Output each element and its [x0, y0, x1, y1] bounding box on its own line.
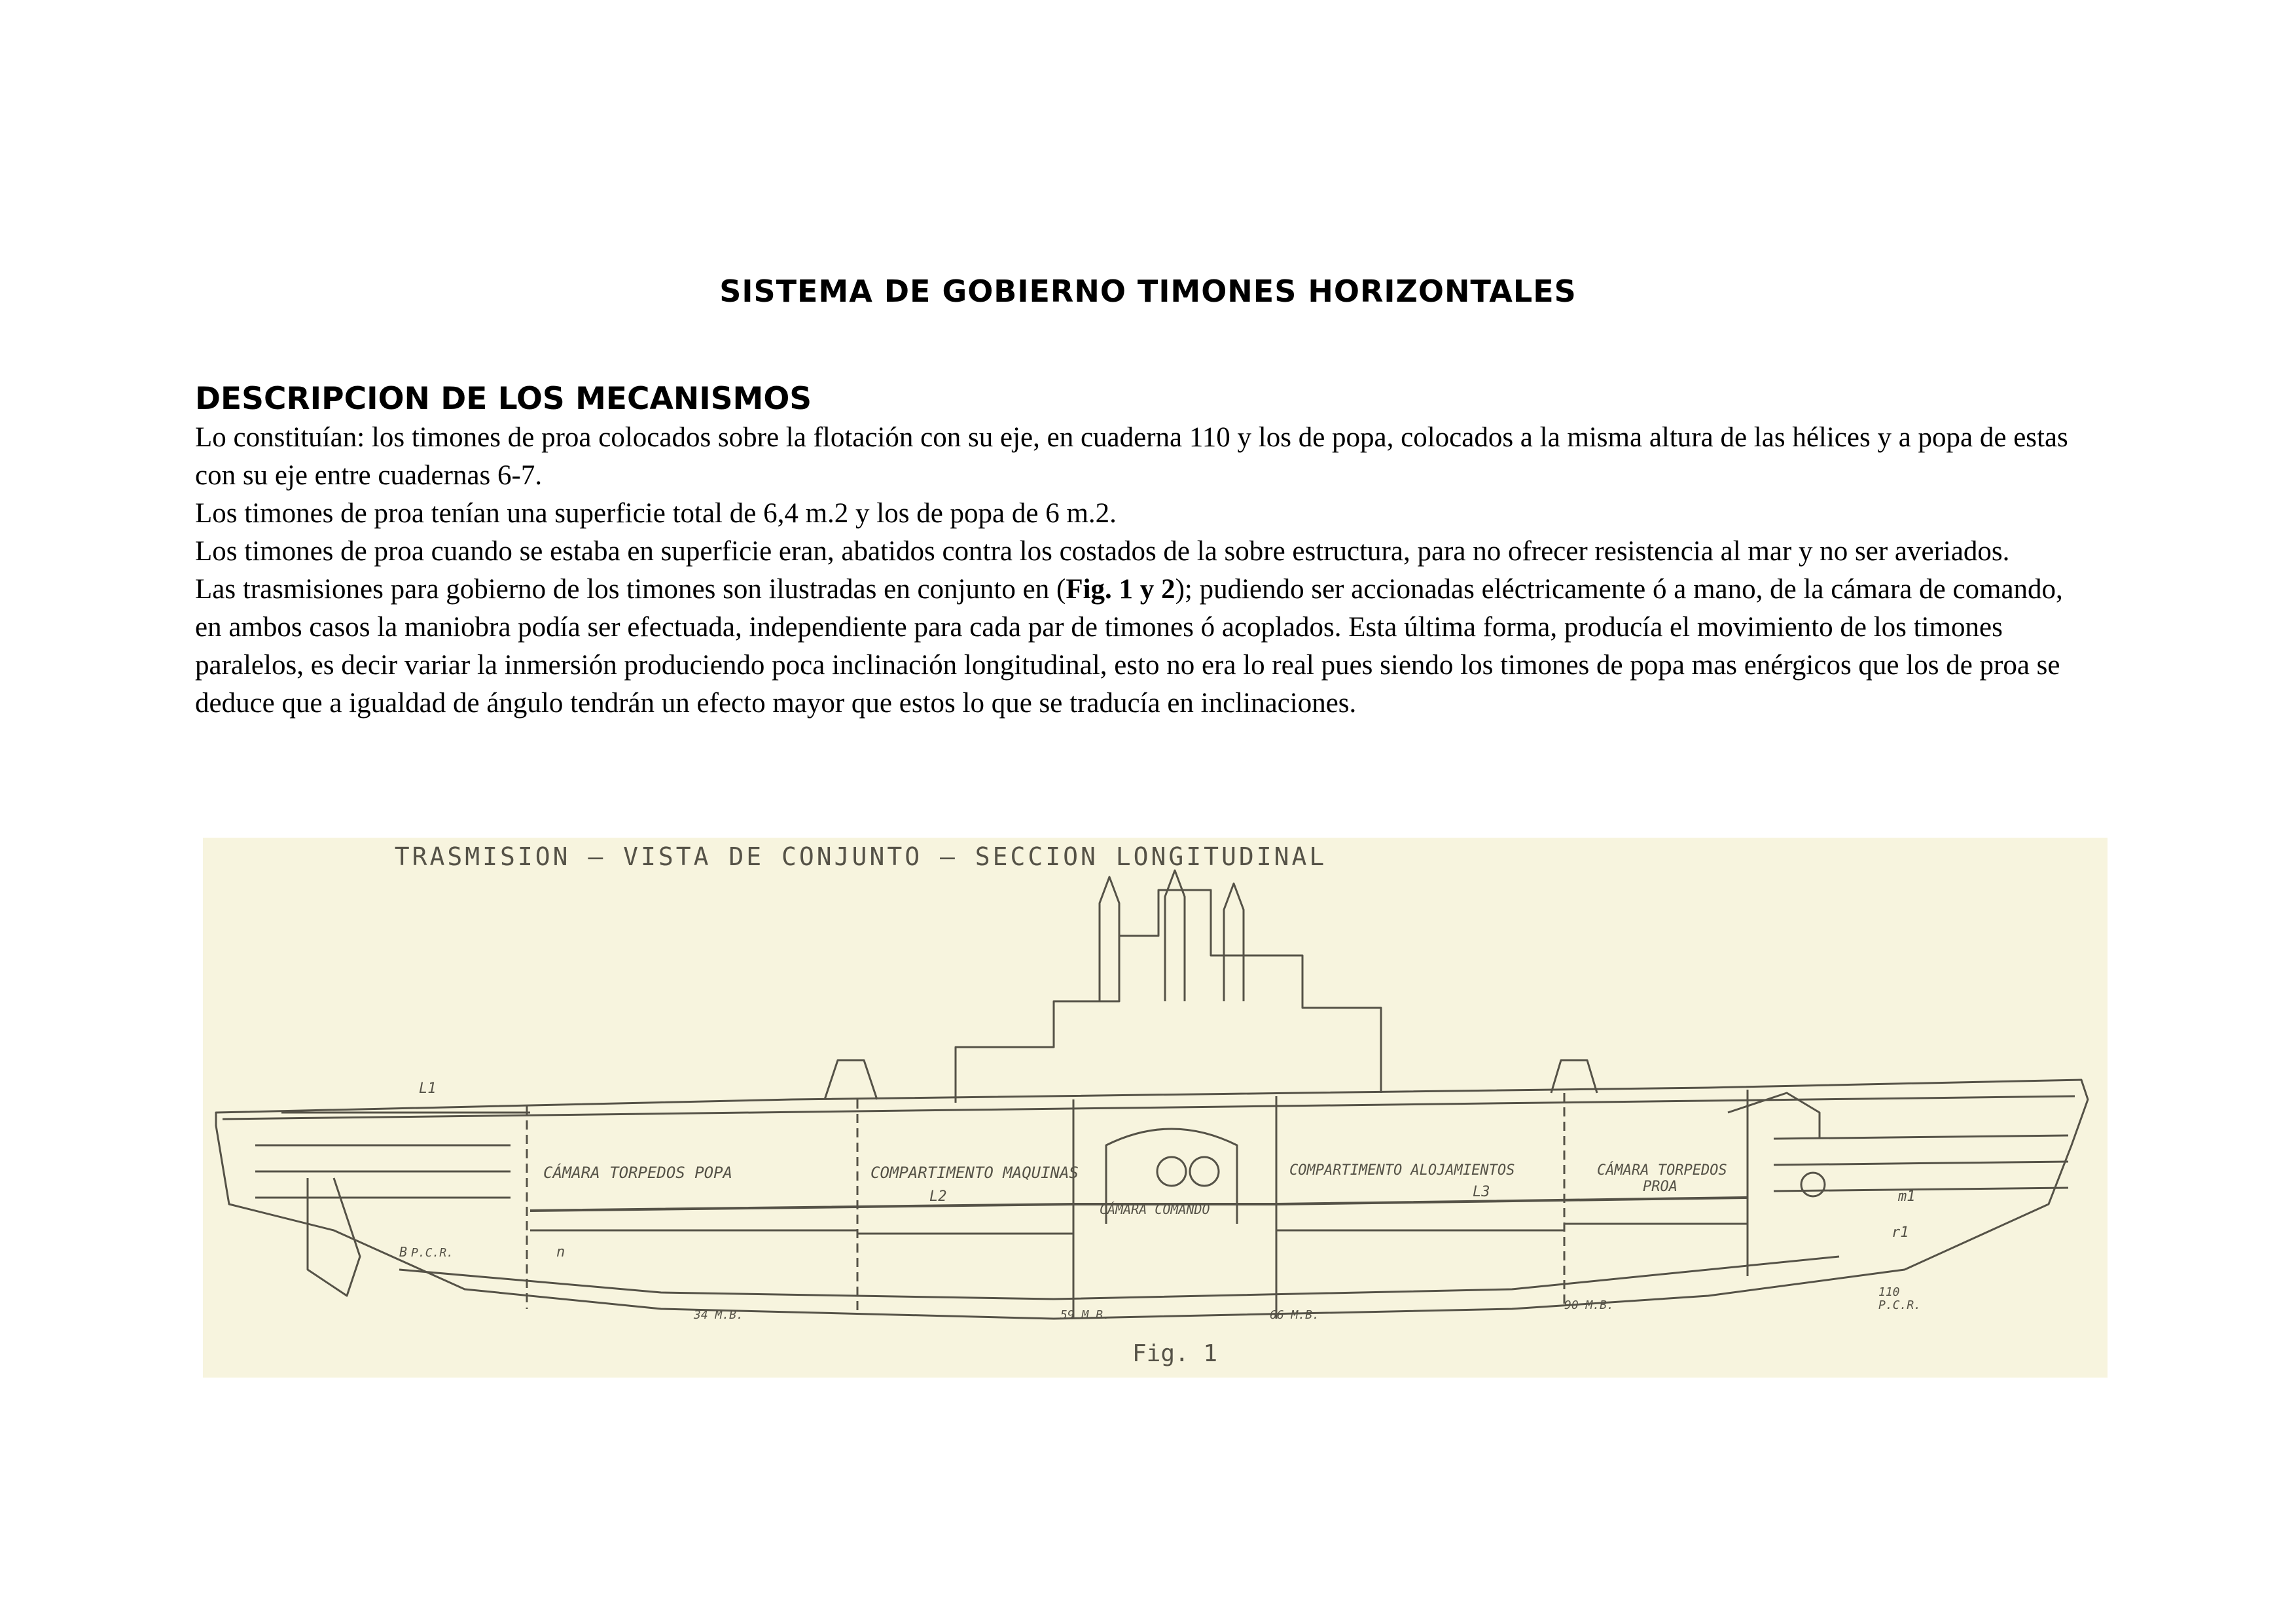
frame-mark-b: B [399, 1244, 408, 1260]
frame-mark-90: 90 M.B. [1564, 1298, 1614, 1312]
section-heading: DESCRIPCION DE LOS MECANISMOS [195, 381, 812, 417]
figure-reference: Fig. 1 y 2 [1066, 574, 1175, 605]
conning-tower [956, 890, 1381, 1103]
tower-fwd [1551, 1060, 1597, 1093]
label-compartimento-maquinas: COMPARTIMENTO MAQUINAS [870, 1164, 1079, 1182]
stern-rudder [308, 1178, 360, 1296]
part-label-n: n [556, 1244, 565, 1260]
part-label-l3: L3 [1473, 1184, 1490, 1200]
paragraph-1: Lo constituían: los timones de proa colocados sobre la flotación con su eje, en cuaderna 110 y los de popa, colocados a la misma altura de las hélices y a popa de estas con su eje entre cuadernas 6-7. [195, 422, 2068, 491]
frame-mark-66: 66 M.B. [1270, 1308, 1319, 1322]
machinery-wheel-2 [1190, 1157, 1219, 1186]
part-label-l1: L1 [419, 1080, 437, 1097]
periscope-3 [1224, 883, 1244, 1001]
label-camara-torpedos-popa: CÁMARA TORPEDOS POPA [543, 1164, 732, 1182]
frame-mark-59: 59 M.B. [1060, 1308, 1110, 1322]
label-camara-torpedos-proa-1: CÁMARA TORPEDOS [1597, 1162, 1727, 1179]
frame-mark-34: 34 M.B. [694, 1308, 744, 1322]
label-compartimento-alojamientos: COMPARTIMENTO ALOJAMIENTOS [1289, 1162, 1515, 1179]
frame-mark-b-pcr: P.C.R. [411, 1246, 454, 1260]
paragraph-3: Los timones de proa cuando se estaba en superficie eran, abatidos contra los costados de la sobre estructura, para no ofrecer resistencia al mar y no ser averiados. [195, 536, 2010, 567]
submarine-longitudinal-section [203, 838, 2108, 1378]
document-title: SISTEMA DE GOBIERNO TIMONES HORIZONTALES [719, 274, 1577, 309]
label-camara-torpedos-proa-2: PROA [1643, 1179, 1677, 1195]
paragraph-4 [195, 571, 2080, 722]
torpedo-tubes-fwd [1774, 1135, 2068, 1191]
keel-inner [399, 1257, 1839, 1299]
periscope-1 [1100, 877, 1119, 1001]
label-camara-comando: CÁMARA COMANDO [1100, 1202, 1210, 1217]
bow-gear [1801, 1173, 1825, 1196]
part-label-r1: r1 [1892, 1224, 1909, 1241]
paragraph-4-start: Las trasmisiones para gobierno de los timones son ilustradas en conjunto en ( [195, 574, 1066, 605]
figure-heading: TRASMISION – VISTA DE CONJUNTO – SECCION LONGITUDINAL [394, 842, 1327, 871]
figure-caption: Fig. 1 [1132, 1340, 1218, 1367]
document-body [195, 380, 2080, 722]
torpedo-tubes-aft [255, 1145, 511, 1198]
machinery-wheel-1 [1157, 1157, 1186, 1186]
submarine-diagram-figure [203, 838, 2108, 1378]
part-label-l2: L2 [929, 1188, 947, 1205]
tower-aft [825, 1060, 877, 1099]
part-label-m1: m1 [1898, 1188, 1916, 1205]
frame-mark-110: 110 [1878, 1285, 1900, 1299]
paragraph-2: Los timones de proa tenían una superficie total de 6,4 m.2 y los de popa de 6 m.2. [195, 498, 1117, 529]
frame-mark-110-pcr: P.C.R. [1878, 1298, 1922, 1312]
paragraph-4-end: ); pudiendo ser accionadas eléctricamente ó a mano, de la cámara de comando, en ambos casos la maniobra podía ser efectuada, independiente para cada par de timones ó acoplados. Esta última forma, producía el movimiento de los timones paralelos, es decir variar la inmersión produciendo poca inclinación longitudinal, esto no era lo real pues siendo los timones de popa mas enérgicos que los de proa se deduce que a igualdad de ángulo tendrán un efecto mayor que estos lo que se traducía en inclinaciones. [195, 574, 2063, 719]
